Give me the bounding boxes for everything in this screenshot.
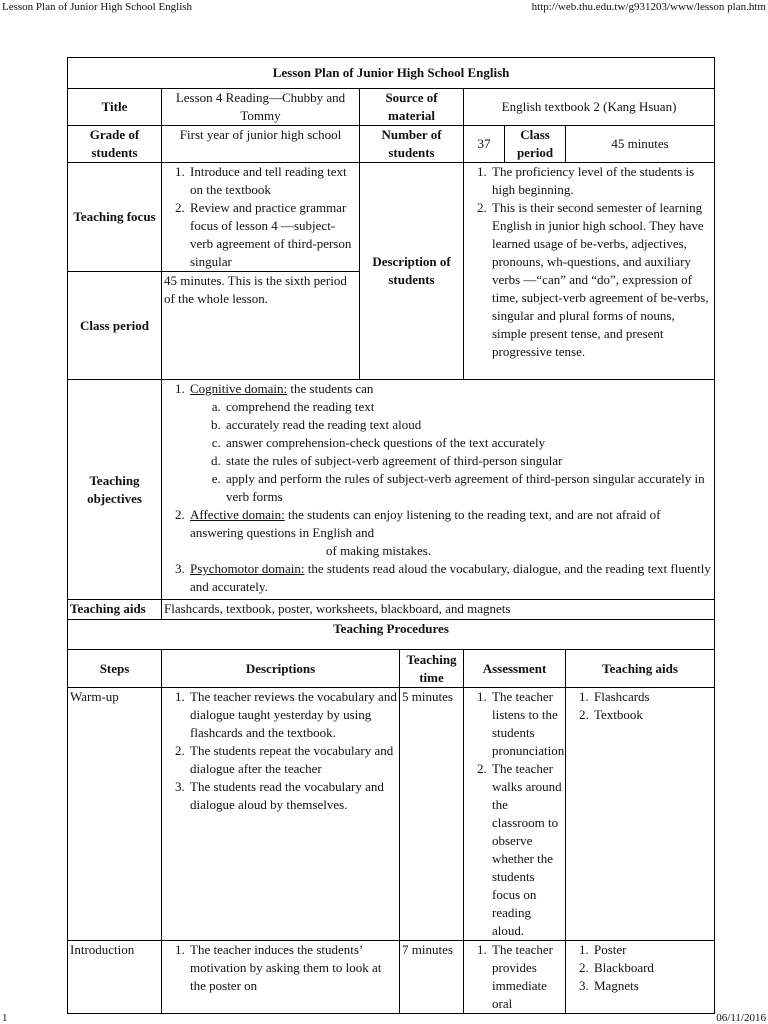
list-item: 2. The teacher walks around the classroom to observe whether the students focus on reading aloud. — [490, 760, 563, 940]
list-item: a. comprehend the reading text — [224, 398, 712, 416]
warmup-aids — [566, 688, 715, 941]
objective-affective — [188, 506, 712, 560]
objective-psychomotor — [188, 560, 712, 596]
intro-time: 7 minutes — [400, 941, 464, 1014]
source-label: Source of material — [360, 89, 464, 126]
list-item: 1. The teacher provides immediate oral — [490, 941, 563, 1013]
list-item: 2. This is their second semester of learning English in junior high school. They have learned usage of be-verbs, adjectives, pronouns, wh-questions, and auxiliary verbs —“can” and “do”, expression of time, subject-verb agreement of be-verbs, singular and plural forms of nouns, simple present tense, and present progressive tense. — [490, 199, 712, 361]
class-period-short-label: Class period — [505, 126, 566, 163]
lesson-plan-table — [67, 57, 715, 1014]
proc-header-descriptions: Descriptions — [162, 650, 400, 688]
list-item: 1. The teacher listens to the students pronunciation — [490, 688, 563, 760]
description-content — [464, 163, 715, 380]
list-item: b. accurately read the reading text aloud — [224, 416, 712, 434]
source-value: English textbook 2 (Kang Hsuan) — [464, 89, 715, 126]
list-item: c. answer comprehension-check questions of the text accurately — [224, 434, 712, 452]
list-item: 1. The teacher reviews the vocabulary and dialogue taught yesterday by using flashcards and the textbook. — [188, 688, 397, 742]
list-item: 3. Magnets — [592, 977, 712, 995]
class-period-value: 45 minutes. This is the sixth period of the whole lesson. — [162, 272, 360, 380]
teaching-focus-content — [162, 163, 360, 272]
warmup-step: Warm-up — [68, 688, 162, 941]
header-url[interactable]: http://web.thu.edu.tw/g931203/www/lesson plan.htm — [531, 1, 766, 13]
warmup-time: 5 minutes — [400, 688, 464, 941]
doc-title: Lesson Plan of Junior High School English — [68, 58, 715, 89]
teaching-focus-label: Teaching focus — [68, 163, 162, 272]
procedures-title: Teaching Procedures — [68, 620, 715, 650]
class-period-label: Class period — [68, 272, 162, 380]
list-item: 1. Poster — [592, 941, 712, 959]
proc-header-steps: Steps — [68, 650, 162, 688]
aids-label: Teaching aids — [68, 600, 162, 620]
list-item: 2. The students repeat the vocabulary and dialogue after the teacher — [188, 742, 397, 778]
class-period-short-value: 45 minutes — [566, 126, 715, 163]
page-header — [0, 0, 768, 16]
list-item: e. apply and perform the rules of subject-verb agreement of third-person singular accurately in verb forms — [224, 470, 712, 506]
list-item: d. state the rules of subject-verb agreement of third-person singular — [224, 452, 712, 470]
list-item: 2. Textbook — [592, 706, 712, 724]
title-value: Lesson 4 Reading—Chubby and Tommy — [162, 89, 360, 126]
grade-value: First year of junior high school — [162, 126, 360, 163]
aids-value: Flashcards, textbook, poster, worksheets, blackboard, and magnets — [162, 600, 715, 620]
intro-assessment — [464, 941, 566, 1014]
description-label: Description of students — [360, 163, 464, 380]
header-title: Lesson Plan of Junior High School English — [2, 1, 193, 13]
title-label: Title — [68, 89, 162, 126]
proc-header-assessment: Assessment — [464, 650, 566, 688]
psychomotor-text: the students read aloud the vocabulary, dialogue, and the reading text fluently and accurately. — [190, 561, 711, 594]
affective-cont: of making mistakes. — [326, 543, 432, 558]
intro-aids — [566, 941, 715, 1014]
warmup-assessment — [464, 688, 566, 941]
list-item: 2. Blackboard — [592, 959, 712, 977]
intro-step: Introduction — [68, 941, 162, 1014]
list-item: 2. Review and practice grammar focus of lesson 4 —subject-verb agreement of third-person singular — [188, 199, 357, 271]
list-item: 1. The teacher induces the students’ motivation by asking them to look at the poster on — [188, 941, 397, 995]
print-date: 06/11/2016 — [716, 1012, 766, 1024]
objective-cognitive — [188, 380, 712, 398]
warmup-descriptions — [162, 688, 400, 941]
number-label: Number of students — [360, 126, 464, 163]
proc-header-time: Teaching time — [400, 650, 464, 688]
list-item: 1. Flashcards — [592, 688, 712, 706]
affective-text: the students can enjoy listening to the reading text, and are not afraid of answering questions in English and — [190, 507, 661, 540]
intro-descriptions — [162, 941, 400, 1014]
page-footer — [0, 1012, 768, 1024]
proc-header-aids: Teaching aids — [566, 650, 715, 688]
list-item: 1. Introduce and tell reading text on the textbook — [188, 163, 357, 199]
cognitive-title: Cognitive domain: — [190, 381, 288, 396]
number-value: 37 — [464, 126, 505, 163]
objectives-label: Teaching objectives — [68, 380, 162, 600]
grade-label: Grade of students — [68, 126, 162, 163]
affective-title: Affective domain: — [190, 507, 285, 522]
cognitive-text: the students can — [287, 381, 374, 396]
objectives-content — [162, 380, 715, 600]
psychomotor-title: Psychomotor domain: — [190, 561, 305, 576]
page-number: 1 — [2, 1012, 8, 1024]
list-item: 3. The students read the vocabulary and dialogue aloud by themselves. — [188, 778, 397, 814]
list-item: 1. The proficiency level of the students is high beginning. — [490, 163, 712, 199]
